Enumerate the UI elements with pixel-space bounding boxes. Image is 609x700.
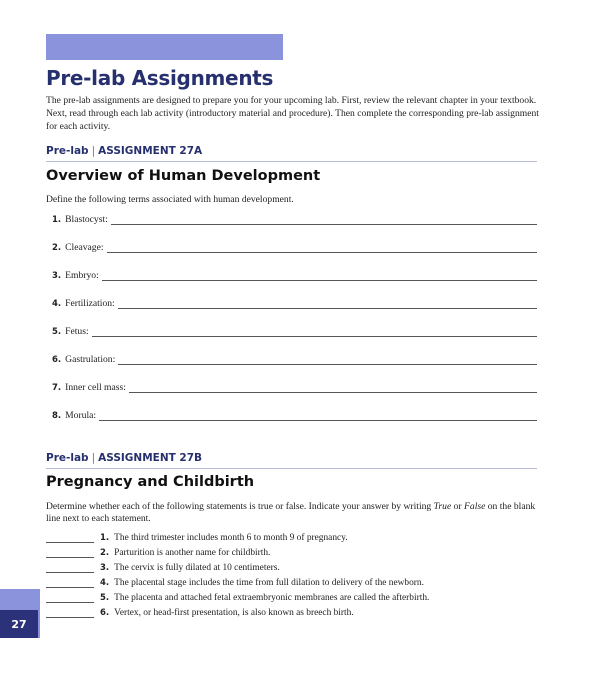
statement-text: The placental stage includes the time from full dilation to delivery of the newborn. [114,578,424,588]
term-number: 4. [52,299,62,309]
term-label: Fetus: [65,326,89,337]
header-color-bar [46,34,283,60]
section-b-prefix: Pre-lab [46,452,89,464]
section-a-title: Overview of Human Development [46,168,321,184]
section-a-separator: | [91,145,96,157]
answer-line[interactable] [111,214,537,225]
page-title: Pre-lab Assignments [46,66,274,90]
statement-text: Vertex, or head-first presentation, is also known as breech birth. [114,608,354,618]
statement-number: 3. [100,563,110,573]
statement-text: The third trimester includes month 6 to month 9 of pregnancy. [114,533,348,543]
term-item [52,267,537,281]
term-number: 5. [52,327,62,337]
page-number: 27 [0,610,38,638]
section-b-label [46,452,537,469]
statement-item [46,590,546,603]
section-b-title: Pregnancy and Childbirth [46,474,255,490]
term-label: Embryo: [65,270,99,281]
term-item [52,407,537,421]
term-label: Blastocyst: [65,214,108,225]
section-a-prefix: Pre-lab [46,145,89,157]
statement-number: 5. [100,593,110,603]
term-number: 6. [52,355,62,365]
term-number: 2. [52,243,62,253]
answer-line[interactable] [99,410,537,421]
term-label: Fertilization: [65,298,115,309]
instructions-text-end: on the blank line next to each statement. [46,501,536,524]
section-b-instructions [46,501,542,525]
term-number: 7. [52,383,62,393]
term-item [52,211,537,225]
statement-item [46,575,546,588]
statement-number: 6. [100,608,110,618]
instructions-false: False [464,501,486,512]
answer-blank[interactable] [46,547,94,558]
instructions-true: True [433,501,452,512]
statement-item [46,545,546,558]
statement-item [46,560,546,573]
term-number: 8. [52,411,62,421]
term-item [52,379,537,393]
section-a-label [46,145,537,162]
term-label: Cleavage: [65,242,104,253]
term-label: Inner cell mass: [65,382,126,393]
term-item [52,295,537,309]
term-number: 3. [52,271,62,281]
answer-blank[interactable] [46,532,94,543]
answer-blank[interactable] [46,577,94,588]
answer-line[interactable] [118,354,537,365]
statement-text: The cervix is fully dilated at 10 centimeters. [114,563,280,573]
answer-line[interactable] [118,298,537,309]
term-item [52,351,537,365]
answer-blank[interactable] [46,607,94,618]
statement-number: 2. [100,548,110,558]
instructions-or: or [451,501,465,512]
statement-item [46,605,546,618]
statement-number: 4. [100,578,110,588]
answer-line[interactable] [107,242,537,253]
intro-paragraph: The pre-lab assignments are designed to prepare you for your upcoming lab. First, review the relevant chapter in your textbook. Next, read through each lab activity (introductory material and procedure). Then complete the corresponding pre-lab assignment for each activity. [46,95,539,132]
term-item [52,323,537,337]
instructions-text: Determine whether each of the following statements is true or false. Indicate your answer by writing [46,501,434,512]
term-item [52,239,537,253]
term-label: Morula: [65,410,97,421]
answer-line[interactable] [102,270,537,281]
answer-line[interactable] [92,326,537,337]
section-a-code: ASSIGNMENT 27A [98,145,203,157]
term-label: Gastrulation: [65,354,116,365]
answer-blank[interactable] [46,562,94,573]
statement-number: 1. [100,533,110,543]
statement-item [46,530,546,543]
section-a-instructions: Define the following terms associated with human development. [46,194,294,205]
statement-text: The placenta and attached fetal extraembryonic membranes are called the afterbirth. [114,593,430,603]
answer-blank[interactable] [46,592,94,603]
term-number: 1. [52,215,62,225]
statement-text: Parturition is another name for childbirth. [114,548,271,558]
answer-line[interactable] [129,382,537,393]
section-b-code: ASSIGNMENT 27B [98,452,203,464]
section-b-separator: | [91,452,96,464]
